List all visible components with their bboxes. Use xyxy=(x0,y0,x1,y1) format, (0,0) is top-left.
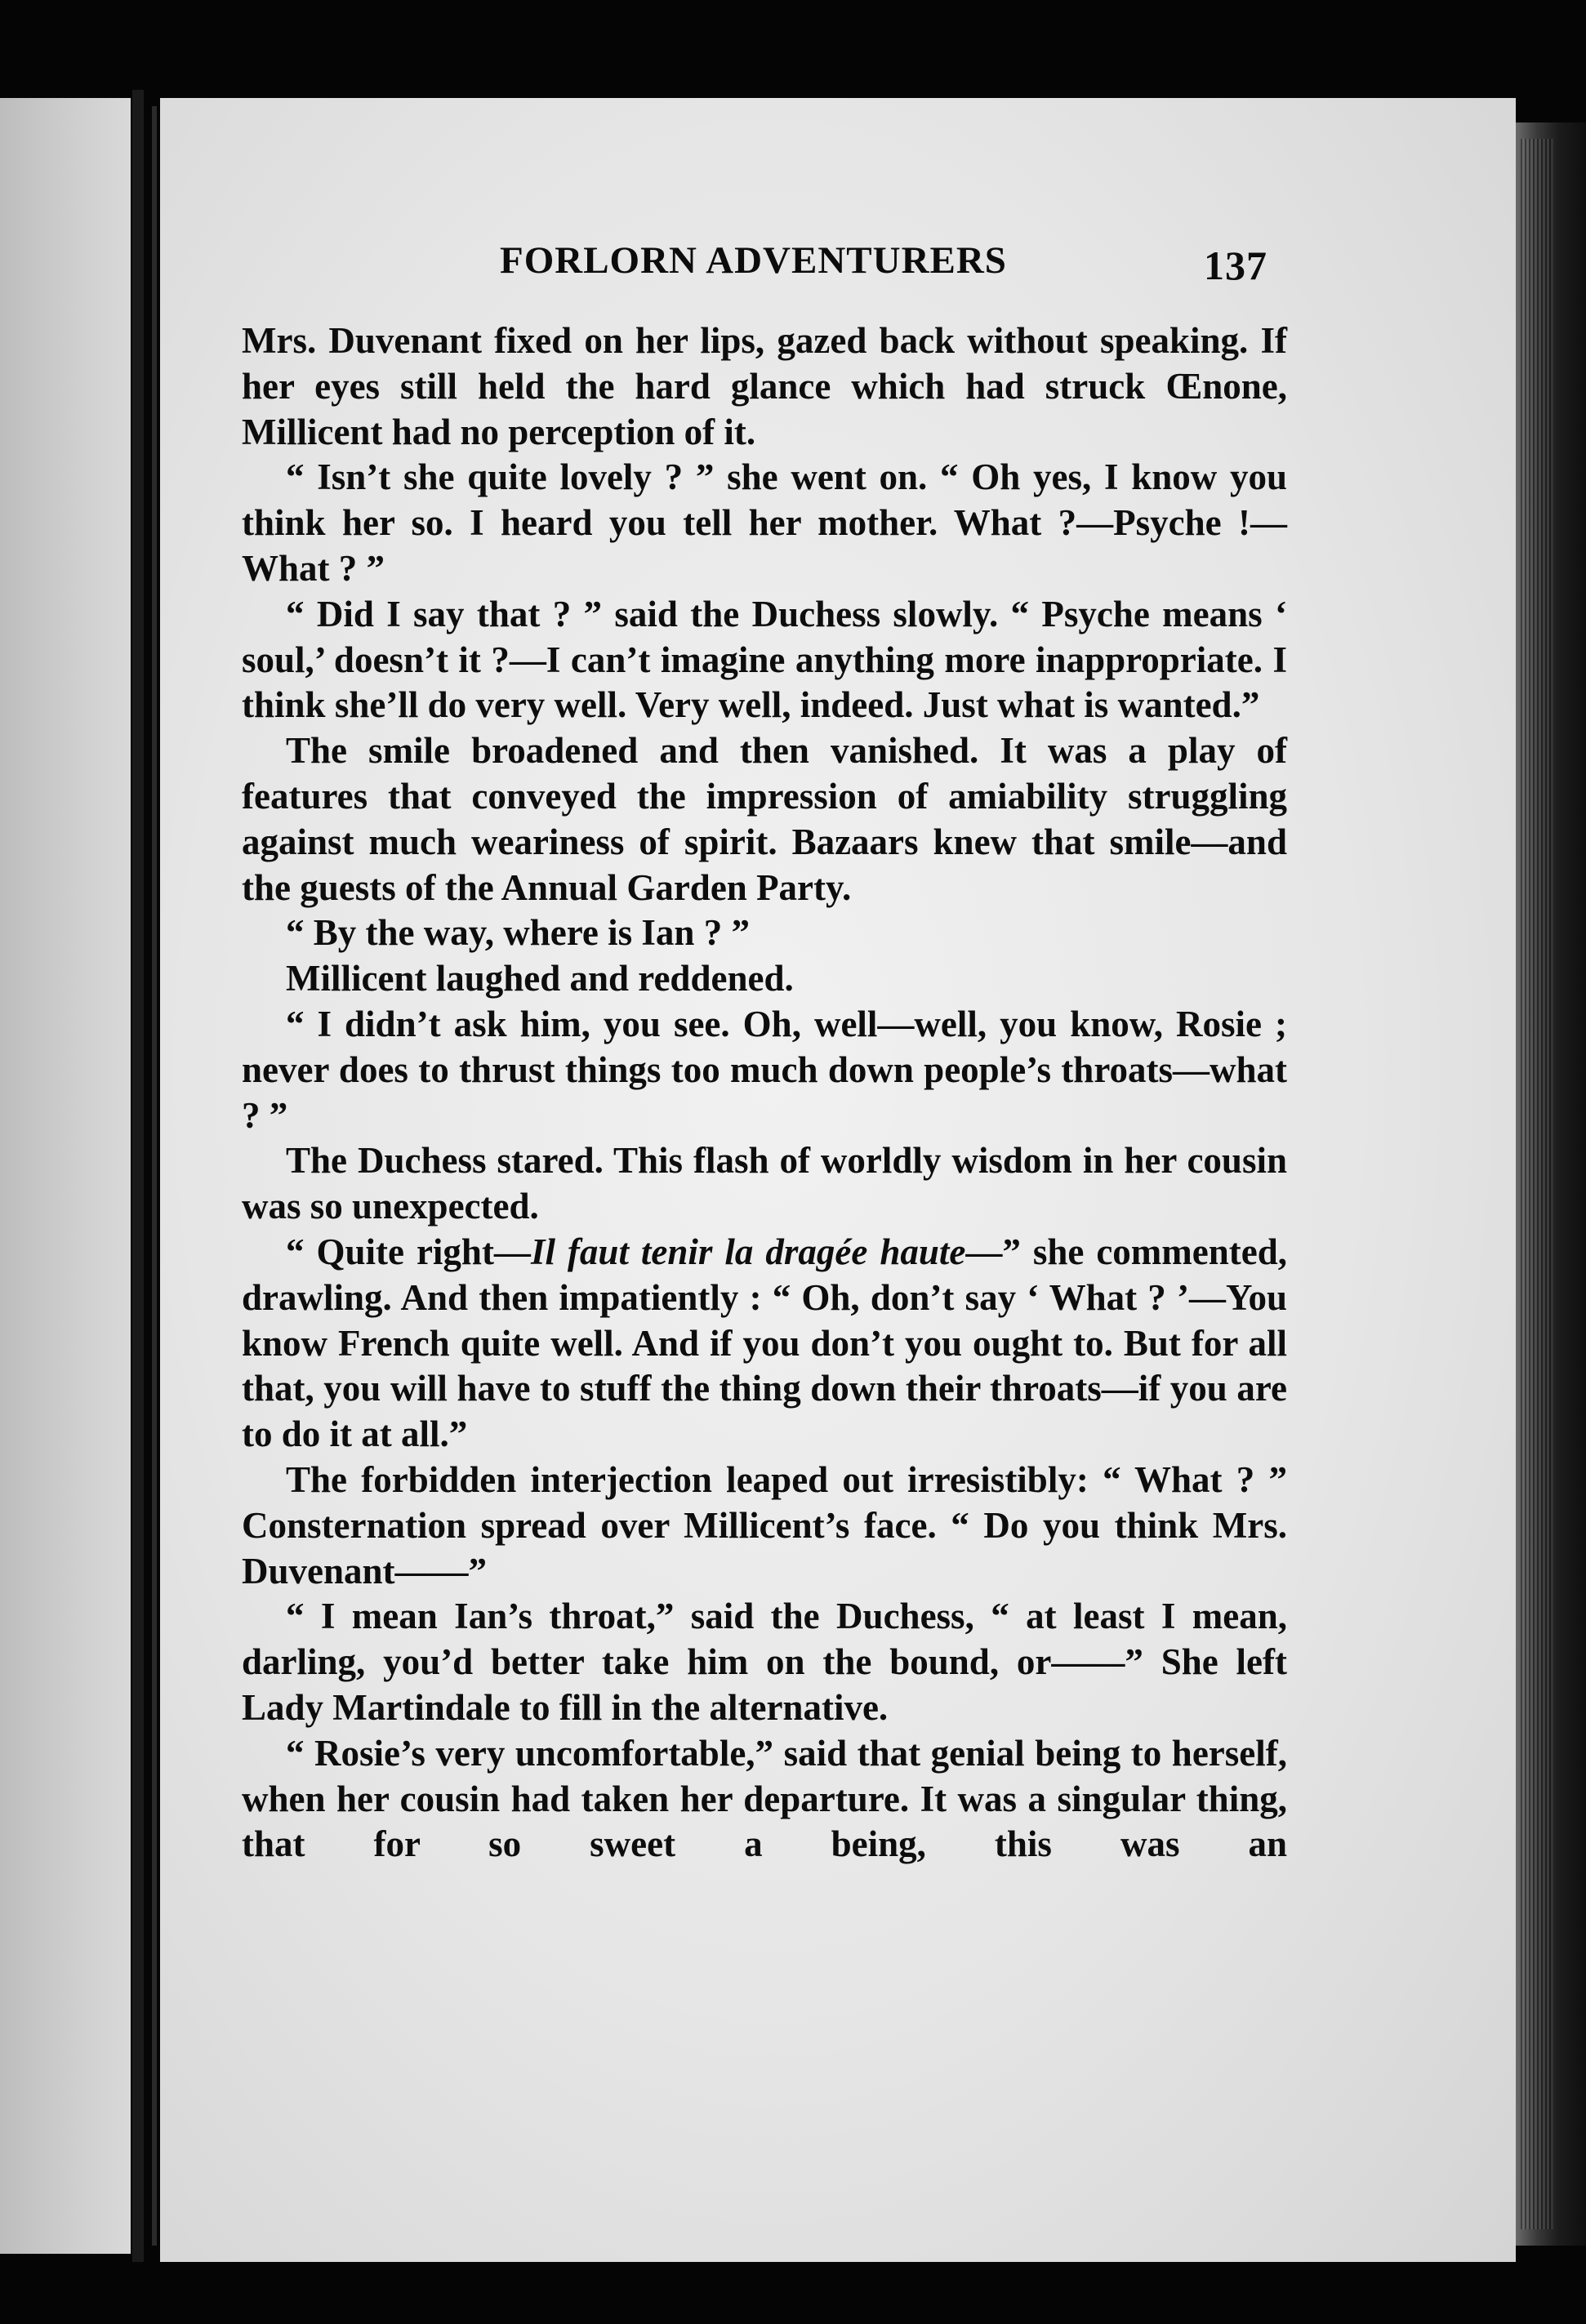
paragraph xyxy=(242,1230,1287,1458)
paragraph: Mrs. Duvenant fixed on her lips, gazed back without speaking. If her eyes still held the hard glance which had struck Œnone, Millicent had no perception of it. xyxy=(242,320,1287,452)
paragraph: The Duchess stared. This flash of worldly wisdom in her cousin was so unexpected. xyxy=(242,1140,1287,1227)
facing-page-edge xyxy=(0,98,131,2254)
paragraph: “ Did I say that ? ” said the Duchess slowly. “ Psyche means ‘ soul,’ doesn’t it ?—I can’t imagine anything more inappropriate. I think she’ll do very well. Very well, indeed. Just what is wanted.” xyxy=(242,593,1287,726)
binding-gutter-inner xyxy=(152,106,157,2246)
paragraph: “ Isn’t she quite lovely ? ” she went on. “ Oh yes, I know you think her so. I heard you tell her mother. What ?—Psyche !—What ? ” xyxy=(242,456,1287,589)
paragraph: “ Rosie’s very uncomfortable,” said that genial being to herself, when her cousin had taken her departure. It was a singular thing, that for so sweet a being, this was an xyxy=(242,1732,1287,1865)
binding-gutter xyxy=(132,90,144,2262)
paragraph-text: “ Quite right— xyxy=(286,1231,531,1272)
running-head-title: FORLORN ADVENTURERS xyxy=(500,239,1007,282)
paragraph: The smile broadened and then vanished. It was a play of features that conveyed the impression of amiability struggling against much weariness of spirit. Bazaars knew that smile—and the guests of the Annual Garden Party. xyxy=(242,730,1287,908)
paragraph: “ I didn’t ask him, you see. Oh, well—well, you know, Rosie ; never does to thrust things too much down people’s throats—what ? ” xyxy=(242,1003,1287,1136)
running-head xyxy=(242,238,1287,287)
paragraph: “ I mean Ian’s throat,” said the Duchess, “ at least I mean, darling, you’d better take him on the bound, or——” She left Lady Martindale to fill in the alternative. xyxy=(242,1596,1287,1728)
paragraph-text: —” she commented, drawling. And then impatiently : “ Oh, don’t say ‘ What ? ’—You know French quite well. And if you don’t you ought to. But for all that, you will have to stuff the thing down their throats—if you are to do it at all.” xyxy=(242,1231,1287,1455)
french-phrase: Il faut tenir la dragée haute xyxy=(530,1231,966,1272)
page-stack-lines xyxy=(1521,139,1553,2229)
paragraph: The forbidden interjection leaped out irresistibly: “ What ? ” Consternation spread over Millicent’s face. “ Do you think Mrs. Duvenant——” xyxy=(242,1458,1287,1592)
page-text xyxy=(242,318,1287,1868)
paragraph: Millicent laughed and reddened. xyxy=(286,958,794,999)
page-number: 137 xyxy=(1204,243,1267,288)
paragraph: “ By the way, where is Ian ? ” xyxy=(286,912,750,954)
